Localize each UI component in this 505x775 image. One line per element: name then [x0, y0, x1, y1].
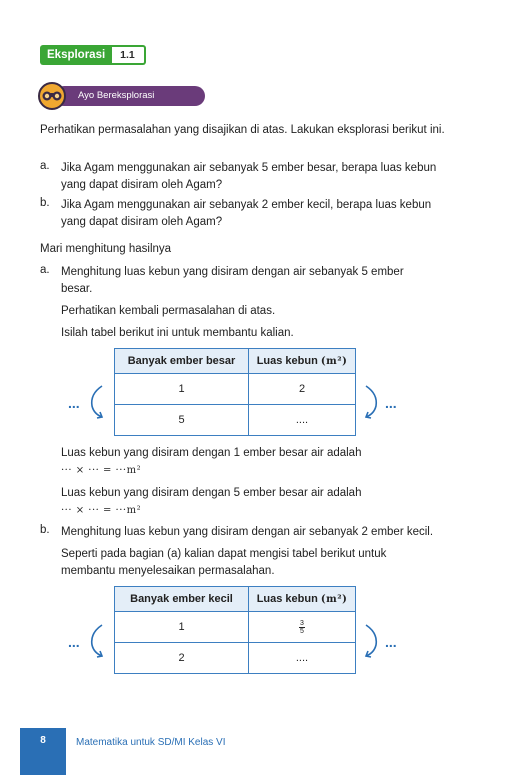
statement-1: Luas kebun yang disiram dengan 1 ember besar air adalah	[61, 447, 362, 459]
part-a-title-line2: besar.	[61, 283, 93, 295]
table-a-header-col2-text: Luas kebun	[256, 355, 318, 367]
mari-heading: Mari menghitung hasilnya	[40, 243, 172, 255]
table-b-header-col1: Banyak ember kecil	[115, 587, 249, 612]
table-cell: 1	[115, 612, 249, 643]
table-cell[interactable]: ....	[249, 405, 356, 436]
table-cell[interactable]: ....	[249, 643, 356, 674]
book-title: Matematika untuk SD/MI Kelas VI	[76, 737, 226, 748]
exploration-tag	[40, 45, 146, 65]
part-a-title-line1: Menghitung luas kebun yang disiram dengan air sebanyak 5 ember	[61, 266, 404, 278]
table-cell-fraction	[249, 612, 356, 643]
table-row	[115, 643, 356, 674]
part-b-desc-line1: Seperti pada bagian (a) kalian dapat mengisi tabel berikut untuk	[61, 548, 387, 560]
fraction	[299, 620, 305, 635]
table-a-header-col2-unit: (m²)	[320, 356, 348, 367]
part-b-label: b.	[40, 524, 50, 536]
statement-2: Luas kebun yang disiram dengan 5 ember besar air adalah	[61, 487, 362, 499]
table-row	[115, 405, 356, 436]
table-b-header-col2-unit: (m²)	[320, 594, 348, 605]
table-cell: 2	[249, 374, 356, 405]
curved-arrow-left-icon	[88, 384, 106, 420]
page-number: 8	[40, 735, 46, 746]
table-row	[115, 374, 356, 405]
fraction-numerator: 3	[300, 619, 304, 627]
table-cell: 5	[115, 405, 249, 436]
table-cell: 1	[115, 374, 249, 405]
part-a-label: a.	[40, 264, 50, 276]
part-b-desc-line2: membantu menyelesaikan permasalahan.	[61, 565, 275, 577]
part-a-line2: Isilah tabel berikut ini untuk membantu kalian.	[61, 327, 294, 339]
table-b-header-col2-text: Luas kebun	[256, 593, 318, 605]
table-ember-besar	[114, 348, 356, 436]
statement-1-math: ··· × ··· = ···m²	[61, 465, 142, 476]
question-a-label: a.	[40, 160, 50, 172]
question-a-line1: Jika Agam menggunakan air sebanyak 5 ember besar, berapa luas kebun	[61, 162, 437, 174]
question-b-label: b.	[40, 197, 50, 209]
page-number-tab	[20, 728, 66, 775]
fraction-denominator: 5	[300, 627, 304, 635]
intro-text: Perhatikan permasalahan yang disajikan di atas. Lakukan eksplorasi berikut ini.	[40, 124, 445, 136]
statement-2-math: ··· × ··· = ···m²	[61, 505, 142, 516]
right-arrow-dots: ...	[385, 395, 397, 411]
table-b-header-col2	[249, 587, 356, 612]
part-b-title: Menghitung luas kebun yang disiram dengan air sebanyak 2 ember kecil.	[61, 526, 434, 538]
binoculars-icon	[38, 82, 66, 110]
curved-arrow-right-icon	[362, 623, 380, 659]
curved-arrow-left-icon	[88, 623, 106, 659]
question-a-line2: yang dapat disiram oleh Agam?	[61, 179, 223, 191]
table-a-header-col2	[249, 349, 356, 374]
table-row	[115, 612, 356, 643]
table-cell: 2	[115, 643, 249, 674]
curved-arrow-right-icon	[362, 384, 380, 420]
question-b-line1: Jika Agam menggunakan air sebanyak 2 ember kecil, berapa luas kebun	[61, 199, 432, 211]
table-a-header-col1: Banyak ember besar	[115, 349, 249, 374]
section-label: Ayo Bereksplorasi	[54, 86, 205, 106]
left-arrow-dots: ...	[68, 395, 80, 411]
exploration-label: Eksplorasi	[40, 45, 112, 65]
table-ember-kecil	[114, 586, 356, 674]
right-arrow-dots: ...	[385, 634, 397, 650]
part-a-line1: Perhatikan kembali permasalahan di atas.	[61, 305, 276, 317]
question-b-line2: yang dapat disiram oleh Agam?	[61, 216, 223, 228]
left-arrow-dots: ...	[68, 634, 80, 650]
exploration-number: 1.1	[112, 45, 146, 65]
